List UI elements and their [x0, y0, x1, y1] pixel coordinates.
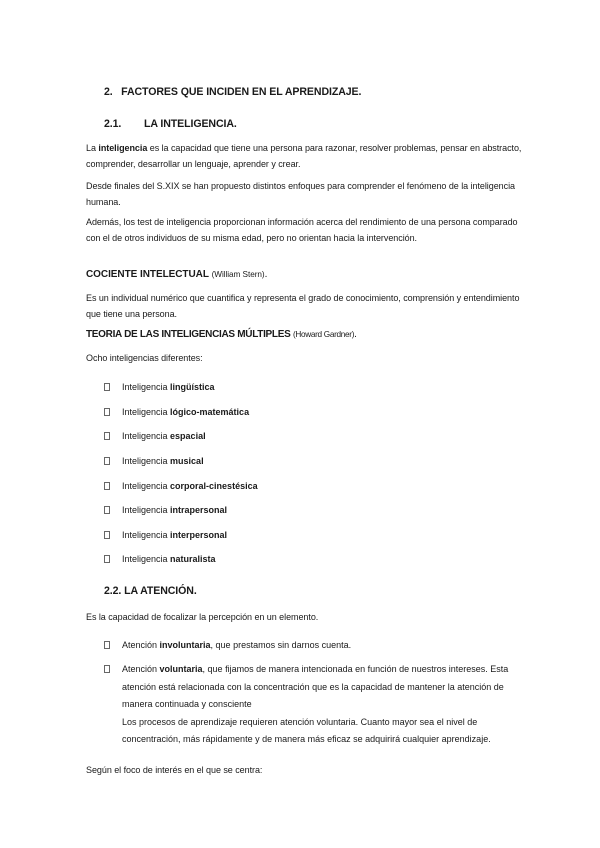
section-2-number: 2.: [104, 86, 113, 98]
bullet-icon: [104, 555, 110, 563]
attention-definition: Es la capacidad de focalizar la percepción en un elemento.: [86, 612, 319, 622]
bullet-icon: [104, 531, 110, 539]
bullet-icon: [104, 506, 110, 514]
ci-definition: Es un individual numérico que cuantifica y representa el grado de conocimiento, comprensión y entendimiento que tiene una persona.: [86, 293, 520, 319]
intelligence-term: inteligencia: [98, 143, 148, 153]
mi-intro: Ocho inteligencias diferentes:: [86, 353, 203, 363]
focus-intro: Según el foco de interés en el que se centra:: [86, 765, 263, 775]
bullet-icon: [104, 641, 110, 649]
intelligence-paragraph-3: Además, los test de inteligencia proporcionan información acerca del rendimiento de una persona comparado con el de otros individuos de su misma edad, pero no orientan hacia la intervención.: [86, 217, 518, 243]
section-2-2-heading: [104, 585, 197, 597]
ci-heading: COCIENTE INTELECTUAL (William Stern).: [86, 269, 268, 280]
mi-title: TEORIA DE LAS INTELIGENCIAS MÚLTIPLES: [86, 329, 291, 340]
list-item: Atención involuntaria, que prestamos sin darnos cuenta.: [104, 637, 534, 653]
ci-title: COCIENTE INTELECTUAL: [86, 269, 209, 280]
mi-heading: TEORIA DE LAS INTELIGENCIAS MÚLTIPLES (Howard Gardner).: [86, 329, 357, 340]
document-page: 2. FACTORES QUE INCIDEN EN EL APRENDIZAJE. 2.1. LA INTELIGENCIA. La inteligencia es la capacidad que tiene una persona para razonar, resolver problemas, pensar en abstracto, comprender, desarrollar un lenguaje, aprender y crear. Desde finales del S.XIX se han propuesto distintos enfoques para comprender el fenómeno de la inteligencia humana. Además, los test de inteligencia proporcionan información acerca del rendimiento de una persona comparado con el de otros individuos de su misma edad, pero no orientan hacia la intervención. COCIENTE INTELECTUAL (William Stern). Es un individual numérico que cuantifica y representa el grado de conocimiento, comprensión y entendimiento que tiene una persona. TEORIA DE LAS INTELIGENCIAS MÚLTIPLES (Howard Gardner). Ocho inteligencias diferentes: Inteligencia lingüística Inteligencia lógico-matemática Inteligencia espacial Inteligencia musical Inteligencia corporal-cinestésica Inteligencia intrapersonal Inteligencia interpersonal Inteligencia naturalista 2.2. LA ATENCIÓN. Es la capacidad de focalizar la percepción en un elemento. Atención involuntaria, que prestamos sin darnos cuenta. Atención voluntaria, que fijamos de manera intencionada en función de nuestros intereses. Esta atención está relacionada con la concentración que es la capacidad de mantener la atención de manera continuada y consciente Los procesos de aprendizaje requieren atención voluntaria. Cuanto mayor sea el nivel de concentración, más rápidamente y de manera más eficaz se adquirirá cualquier aprendizaje. Según el foco de interés en el que se centra:: [0, 0, 600, 848]
list-item: Atención voluntaria, que fijamos de manera intencionada en función de nuestros intereses. Esta atención está relacionada con la concentración que es la capacidad de mantener la atención de manera continuada y consciente Los procesos de aprendizaje requieren atención voluntaria. Cuanto mayor sea el nivel de concentración, más rápidamente y de manera más eficaz se adquirirá cualquier aprendizaje.: [104, 661, 534, 757]
section-2-heading: [104, 86, 361, 98]
section-2-title: FACTORES QUE INCIDEN EN EL APRENDIZAJE.: [121, 86, 362, 98]
mi-author: (Howard Gardner): [292, 330, 355, 339]
section-2-1-title: LA INTELIGENCIA.: [144, 118, 237, 130]
section-2-1-heading: [104, 118, 237, 130]
section-2-1-number: 2.1.: [104, 118, 122, 130]
ci-author: (William Stern): [211, 270, 265, 279]
bullet-icon: [104, 408, 110, 416]
bullet-icon: [104, 665, 110, 673]
bullet-icon: [104, 482, 110, 490]
intelligence-paragraph-2: Desde finales del S.XIX se han propuesto distintos enfoques para comprender el fenómeno de la inteligencia humana.: [86, 181, 515, 207]
section-2-2-title: LA ATENCIÓN.: [124, 585, 197, 597]
bullet-icon: [104, 432, 110, 440]
intelligence-definition: La inteligencia es la capacidad que tiene una persona para razonar, resolver problemas, pensar en abstracto, comprender, desarrollar un lenguaje, aprender y crear.: [86, 143, 522, 169]
bullet-icon: [104, 457, 110, 465]
bullet-icon: [104, 383, 110, 391]
section-2-2-number: 2.2.: [104, 585, 122, 597]
